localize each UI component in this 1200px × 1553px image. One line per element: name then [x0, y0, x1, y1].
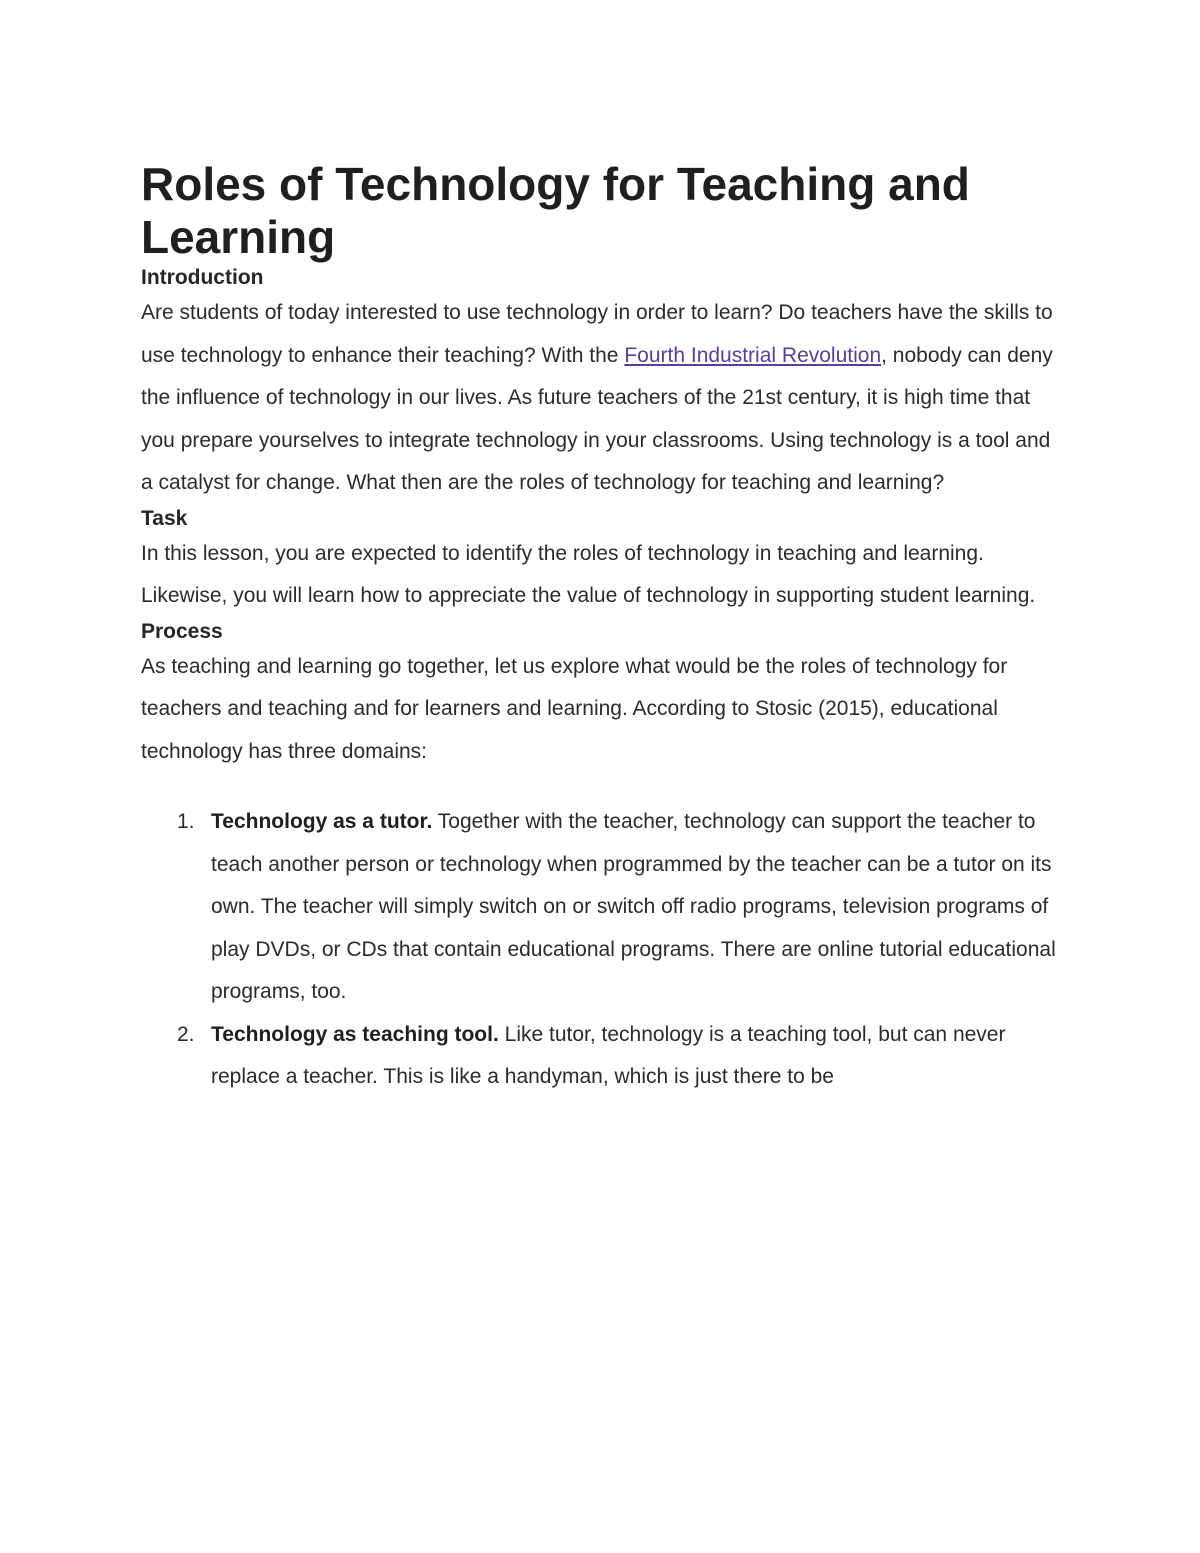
process-paragraph: As teaching and learning go together, let us explore what would be the roles of technology for teachers and teaching and for learners and learning. According to Stosic (2015), educational technology has three domains:	[141, 654, 1008, 763]
list-item	[141, 1014, 1066, 1099]
list-item-number: 2.	[177, 1022, 195, 1046]
list-item-term: Technology as teaching tool.	[211, 1022, 499, 1046]
fourth-industrial-revolution-link[interactable]: Fourth Industrial Revolution	[624, 343, 882, 367]
domains-list	[141, 801, 1066, 1099]
page-title: Roles of Technology for Teaching and Learning	[141, 158, 970, 263]
process-heading: Process	[141, 619, 223, 643]
list-item-text: Like tutor, technology is a teaching tool, but can never replace a teacher. This is like a handyman, which is just there to be	[211, 1022, 1006, 1088]
document-page	[141, 158, 1066, 1099]
list-item-term: Technology as a tutor.	[211, 810, 433, 833]
introduction-text-after-link: , nobody can deny the influence of technology in our lives. As future teachers of the 21st century, it is high time that you prepare yourselves to integrate technology in your classrooms. Using technology is a tool and a catalyst for change. What then are the roles of technology for teaching and learning?	[141, 343, 1053, 494]
list-item-number: 1.	[177, 810, 195, 833]
list-item-text: Together with the teacher, technology can support the teacher to teach another person or technology when programmed by the teacher can be a tutor on its own. The teacher will simply switch on or switch off radio programs, television programs of play DVDs, or CDs that contain educational programs. There are online tutorial educational programs, too.	[211, 810, 1056, 1003]
task-heading: Task	[141, 506, 188, 530]
introduction-paragraph	[141, 292, 1066, 505]
list-item	[141, 801, 1066, 1014]
introduction-heading: Introduction	[141, 266, 264, 289]
introduction-text-before-link: Are students of today interested to use technology in order to learn? Do teachers have the skills to use technology to enhance their teaching? With the	[141, 301, 1053, 367]
task-paragraph: In this lesson, you are expected to identify the roles of technology in teaching and learning. Likewise, you will learn how to appreciate the value of technology in supporting student learning.	[141, 541, 1036, 607]
